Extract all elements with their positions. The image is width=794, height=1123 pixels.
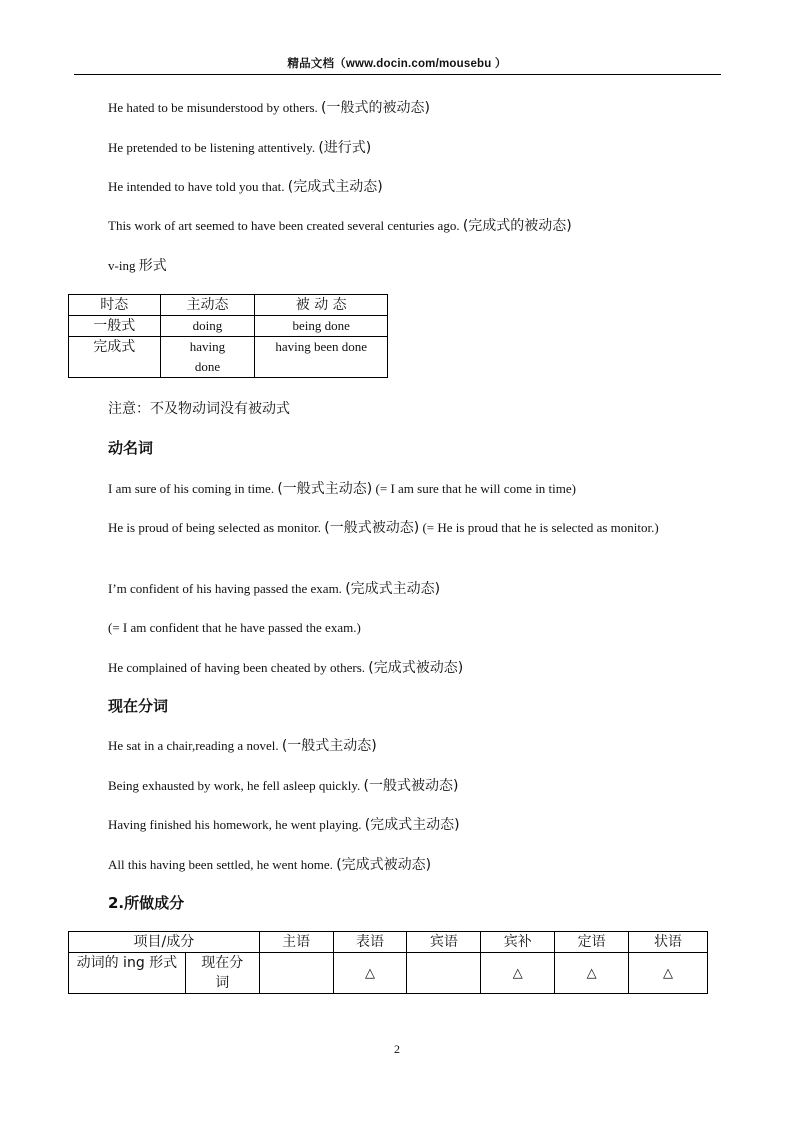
table-cell [259,953,333,994]
section-heading-function: 2.所做成分 [108,894,185,912]
table-row [69,337,388,378]
participle-example-3: Having finished his homework, he went playing. (完成式主动态) [108,817,460,833]
table-row [69,295,388,316]
ving-tense-table [68,294,388,378]
table-cell: △ [555,953,629,994]
table-header: 主语 [259,932,333,953]
table-header: 项目/成分 [69,932,260,953]
ving-form-label: v-ing 形式 [108,258,167,274]
participle-example-1: He sat in a chair,reading a novel. (一般式主动态) [108,738,377,754]
infinitive-example-1: He hated to be misunderstood by others. (一般式的被动态) [108,100,430,116]
gerund-example-5: He complained of having been cheated by others. (完成式被动态) [108,660,464,676]
table-header: 宾语 [407,932,481,953]
table-cell [407,953,481,994]
table-cell: doing [160,316,255,337]
table-cell: 现在分词 [185,953,259,994]
header-rule [74,74,721,75]
participle-example-2: Being exhausted by work, he fell asleep quickly. (一般式被动态) [108,778,459,794]
table-header: 状语 [629,932,708,953]
section-heading-gerund: 动名词 [108,439,154,457]
table-header: 宾补 [481,932,555,953]
table-row [69,953,708,994]
table-cell: 一般式 [69,316,161,337]
table-row [69,932,708,953]
table-header: 主动态 [160,295,255,316]
table-cell: having been done [255,337,388,378]
gerund-example-4: (= I am confident that he have passed the exam.) [108,620,361,635]
section-heading-participle: 现在分词 [108,697,169,715]
participle-example-4: All this having been settled, he went home. (完成式被动态) [108,857,432,873]
table-cell: being done [255,316,388,337]
table-cell: △ [629,953,708,994]
page-header: 精品文档（www.docin.com/mousebu ） [287,58,507,70]
table-header: 表语 [333,932,407,953]
table-header: 被 动 态 [255,295,388,316]
table-cell: △ [481,953,555,994]
table-row [69,316,388,337]
table-header: 时态 [69,295,161,316]
gerund-example-1: I am sure of his coming in time. (一般式主动态) (= I am sure that he will come in time) [108,481,576,497]
table-cell: △ [333,953,407,994]
table-header: 定语 [555,932,629,953]
table-cell: having done [160,337,255,378]
infinitive-example-4: This work of art seemed to have been created several centuries ago. (完成式的被动态) [108,218,572,234]
table-cell: 动词的 ing 形式 [69,953,186,994]
function-table [68,931,708,994]
infinitive-example-2: He pretended to be listening attentively. (进行式) [108,140,372,156]
note: 注意：不及物动词没有被动式 [108,401,290,417]
page-number: 2 [394,1042,400,1056]
table-cell: 完成式 [69,337,161,378]
infinitive-example-3: He intended to have told you that. (完成式主动态) [108,179,383,195]
gerund-example-3: I’m confident of his having passed the exam. (完成式主动态) [108,581,441,597]
gerund-example-2: He is proud of being selected as monitor. (一般式被动态) (= He is proud that he is selected as monitor.) [108,520,659,536]
